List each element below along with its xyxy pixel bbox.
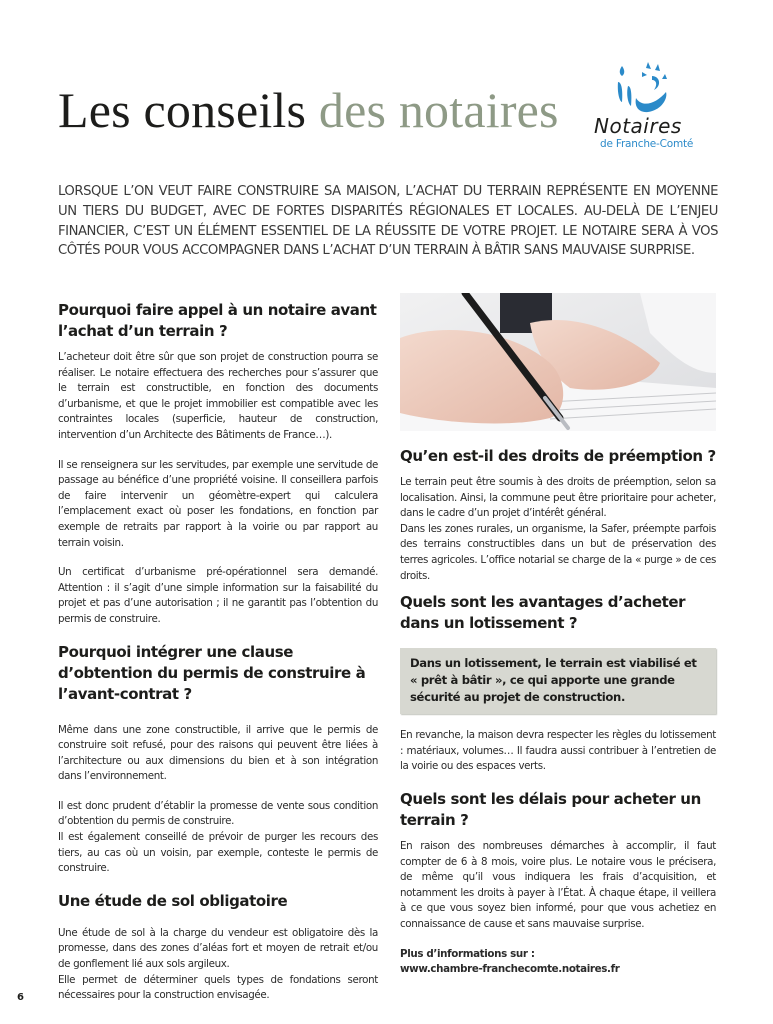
section-title: Pourquoi intégrer une clause d’obtention du permis de construire à l’avant-contrat ? [58, 642, 366, 703]
paragraph: Dans les zones rurales, un organisme, la Safer, préempte parfois des terrains constructibles dans un but de préservation des terres agricoles. L’office notarial se charge de la « purge » de ces droits. [400, 522, 716, 582]
title-part-1: Les conseils [58, 82, 307, 138]
hand-writing-image [400, 293, 716, 431]
section-title: Une étude de sol obligatoire [58, 891, 288, 910]
paragraph: L’acheteur doit être sûr que son projet de construction pourra se réaliser. Le notaire effectuera des recherches pour s’assurer que le terrain est constructible, en fonction des documents d’urbanisme, et que le projet immobilier est compatible avec les contraintes locales (superficie, hauteur de construction, intervention d’un Architecte des Bâtiments de France…). [58, 351, 378, 441]
paragraph: Il se renseignera sur les servitudes, par exemple une servitude de passage au bénéfice d’une propriété voisine. Il conseillera parfois de faire intervenir un géomètre-expert qui calculera l’emplacement exact où poser les fondations, en fonction par exemple de retraits par rapport à la voirie ou par rapport au terrain voisin. [58, 458, 378, 549]
page-title [58, 82, 559, 138]
callout-box [400, 648, 716, 714]
page-number: 6 [17, 992, 24, 1003]
section-title: Qu’en est-il des droits de préemption ? [400, 447, 716, 465]
section-title: Quels sont les avantages d’acheter dans un lotissement ? [400, 593, 686, 633]
logo-name: Notaires [594, 114, 682, 138]
paragraph: Une étude de sol à la charge du vendeur est obligatoire dès la promesse, dans des zones d’aléas fort et moyen de retrait et/ou de gonflement lié aux sols argileux. [58, 926, 378, 971]
title-part-2: des notaires [318, 82, 559, 138]
paragraph: Le terrain peut être soumis à des droits de préemption, selon sa localisation. Ainsi, la commune peut être prioritaire pour acheter, dans le cadre d’un projet d’intérêt général. [400, 476, 716, 520]
section-title: Quels sont les délais pour acheter un terrain ? [400, 789, 701, 829]
logo-figure-icon [612, 58, 692, 116]
section-title: Pourquoi faire appel à un notaire avant l’achat d’un terrain ? [58, 301, 377, 340]
paragraph: En revanche, la maison devra respecter les règles du lotissement : matériaux, volumes… Il faudra aussi contribuer à l’entretien de la voirie ou des espaces verts. [400, 729, 716, 773]
right-column [400, 446, 716, 978]
paragraph: Elle permet de déterminer quels types de fondations seront nécessaires pour la construction envisagée. [58, 973, 378, 1002]
more-info-label: Plus d’informations sur : [400, 947, 535, 960]
callout-text: Dans un lotissement, le terrain est viabilisé et « prêt à bâtir », ce qui apporte une grande sécurité au projet de construction. [410, 656, 697, 705]
paragraph: Même dans une zone constructible, il arrive que le permis de construire soit refusé, pour des raisons qui peuvent être liées à l’architecture ou aux dimensions du bien et à son intégration dans l’environnement. [58, 723, 378, 783]
logo-region: de Franche-Comté [600, 138, 694, 150]
notaires-logo [590, 58, 720, 168]
paragraph: Il est également conseillé de prévoir de purger les recours des tiers, au cas où un voisin, par exemple, conteste le permis de construire. [58, 831, 378, 875]
intro-paragraph: LORSQUE L’ON VEUT FAIRE CONSTRUIRE SA MAISON, L’ACHAT DU TERRAIN REPRÉSENTE EN MOYENNE UN TIERS DU BUDGET, AVEC DE FORTES DISPARITÉS RÉGIONALES ET LOCALES. AU-DELÀ DE L’ENJEU FINANCIER, C’EST UN ÉLÉMENT ESSENTIEL DE LA RÉUSSITE DE VOTRE PROJET. LE NOTAIRE SERA À VOS CÔTÉS POUR VOUS ACCOMPAGNER DANS L’ACHAT D’UN TERRAIN À BÂTIR SANS MAUVAISE SURPRISE. [58, 184, 718, 259]
more-info-link[interactable]: www.chambre-franchecomte.notaires.fr [400, 963, 620, 976]
left-column [58, 300, 378, 1004]
paragraph: En raison des nombreuses démarches à accomplir, il faut compter de 6 à 8 mois, voire plus. Le notaire vous le précisera, de même qu’il vous indiquera les frais d’acquisition, et notamment les droits à payer à l’État. À chaque étape, il veillera à ce que vous soyez bien informé, pour que vous achetiez en connaissance de cause et sans mauvaise surprise. [400, 839, 716, 930]
paragraph: Il est donc prudent d’établir la promesse de vente sous condition d’obtention du permis de construire. [58, 799, 378, 828]
paragraph: Un certificat d’urbanisme pré-opérationnel sera demandé. Attention : il s’agit d’une simple information sur la faisabilité du projet et pas d’une autorisation ; il ne garantit pas l’obtention du permis de construire. [58, 566, 378, 625]
signing-photo [400, 293, 716, 431]
